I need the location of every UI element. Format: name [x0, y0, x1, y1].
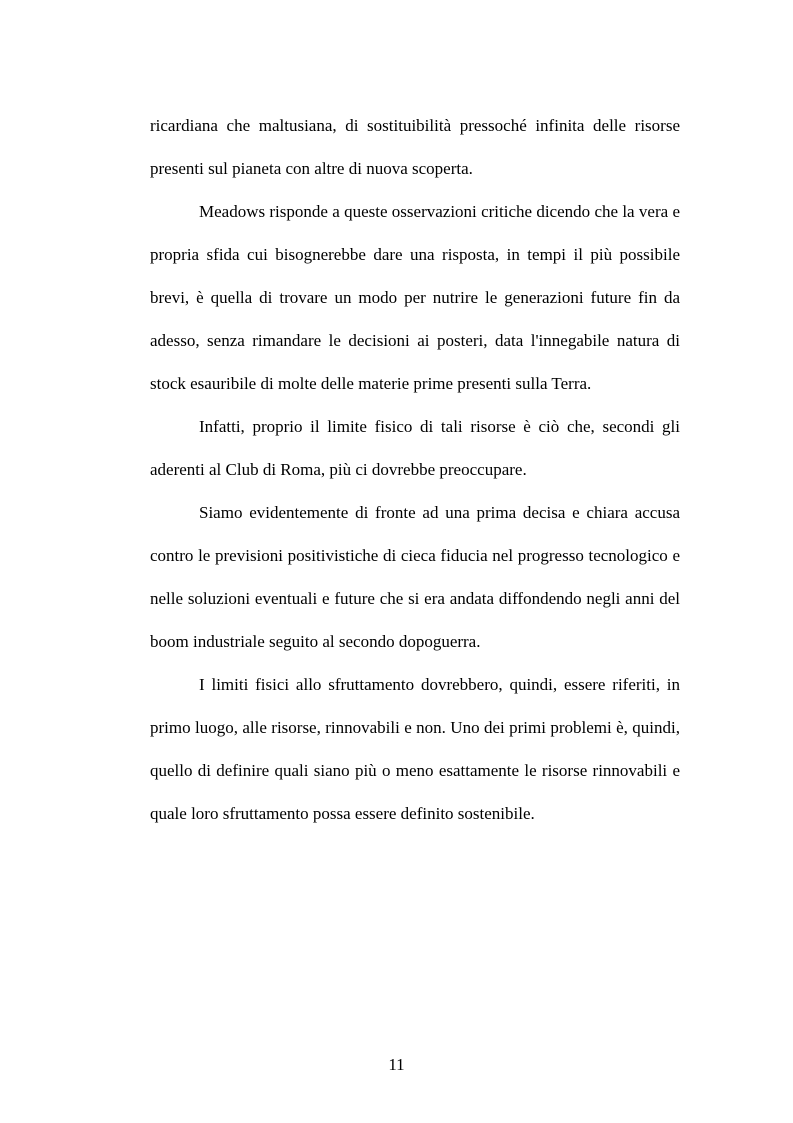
paragraph-physical-limit: Infatti, proprio il limite fisico di tali risorse è ciò che, secondi gli aderenti al Club di Roma, più ci dovrebbe preoccupare. [150, 417, 680, 479]
paragraph-accusation: Siamo evidentemente di fronte ad una prima decisa e chiara accusa contro le previsioni positivistiche di cieca fiducia nel progresso tecnologico e nelle soluzioni eventuali e future che si era andata diffondendo negli anni del boom industriale seguito al secondo dopoguerra. [150, 503, 680, 651]
page-number: 11 [388, 1055, 405, 1074]
paragraph-meadows-response: Meadows risponde a queste osservazioni critiche dicendo che la vera e propria sfida cui bisognerebbe dare una risposta, in tempi il più possibile brevi, è quella di trovare un modo per nutrire le generazioni future fin da adesso, senza rimandare le decisioni ai posteri, data l'innegabile natura di stock esauribile di molte delle materie prime presenti sulla Terra. [150, 202, 680, 393]
body-text [150, 104, 680, 835]
paragraph-physical-limits: I limiti fisici allo sfruttamento dovrebbero, quindi, essere riferiti, in primo luogo, alle risorse, rinnovabili e non. Uno dei primi problemi è, quindi, quello di definire quali siano più o meno esattamente le risorse rinnovabili e quale loro sfruttamento possa essere definito sostenibile. [150, 675, 680, 823]
paragraph-continuation: ricardiana che maltusiana, di sostituibilità pressoché infinita delle risorse presenti sul pianeta con altre di nuova scoperta. [150, 116, 680, 178]
